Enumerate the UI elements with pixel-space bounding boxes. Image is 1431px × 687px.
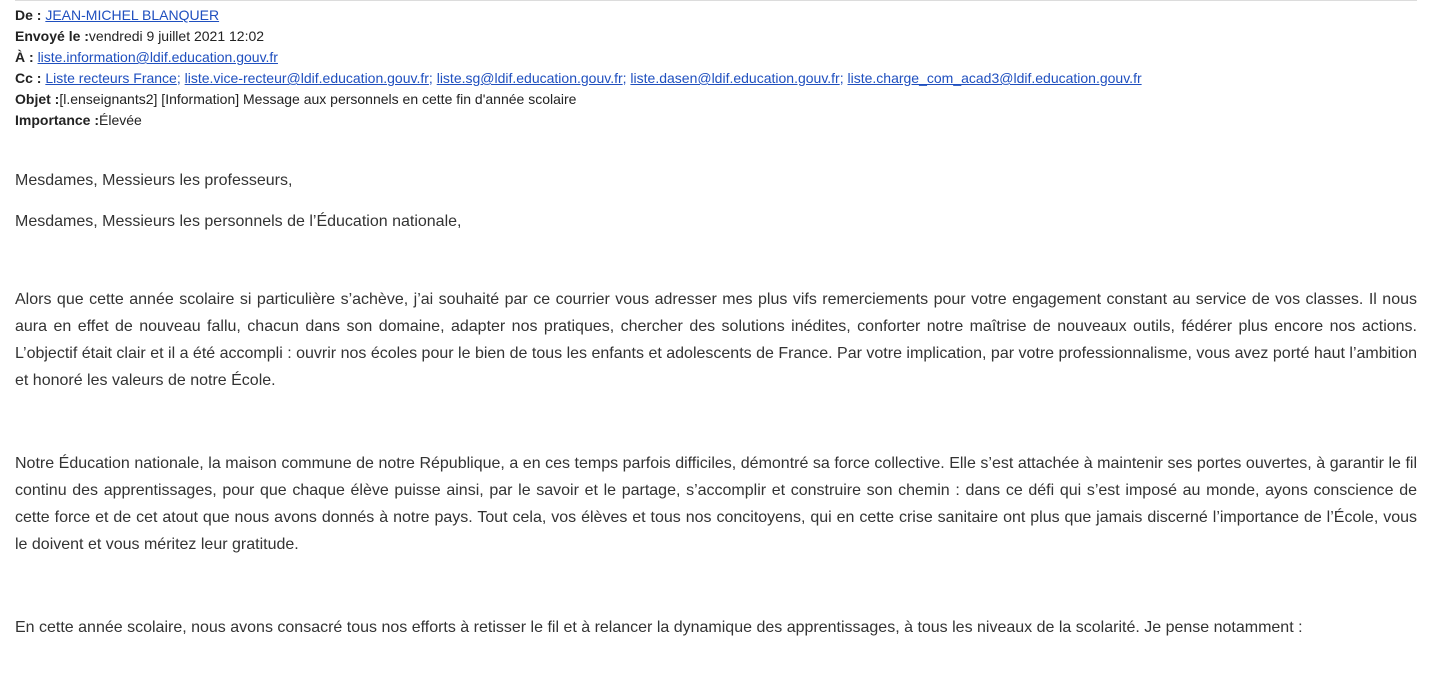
cc-row xyxy=(15,68,1417,89)
cc-recipient-link[interactable]: liste.sg@ldif.education.gouv.fr xyxy=(436,70,623,86)
from-row xyxy=(15,5,1417,26)
body-paragraph: En cette année scolaire, nous avons consacré tous nos efforts à retisser le fil et à relancer la dynamique des apprentissages, à tous les niveaux de la scolarité. Je pense notamment : xyxy=(15,619,1303,636)
sent-row xyxy=(15,26,1417,47)
cc-recipient-link[interactable]: liste.dasen@ldif.education.gouv.fr xyxy=(630,70,840,86)
body-paragraph: Notre Éducation nationale, la maison commune de notre République, a en ces temps parfois difficiles, démontré sa force collective. Elle s’est attachée à maintenir ses portes ouvertes, à garantir le fil continu des apprentissages, pour que chaque élève puisse ainsi, par le savoir et le partage, s’accomplir et construire son chemin : dans ce défi qui s’est imposé au monde, ayons conscience de cette force et de cet atout que nous avons donnés à notre pays. Tout cela, vos élèves et tous nos concitoyens, qui en cette crise sanitaire ont plus que jamais discerné l’importance de l’École, vous le doivent et vous méritez leur gratitude. xyxy=(15,455,1417,553)
cc-label: Cc : xyxy=(15,70,46,86)
cc-recipient-link[interactable]: liste.charge_com_acad3@ldif.education.gouv.fr xyxy=(847,70,1142,86)
body-paragraph: Alors que cette année scolaire si particulière s’achève, j’ai souhaité par ce courrier vous adresser mes plus vifs remerciements pour votre engagement constant au service de vos classes. Il nous aura en effet de nouveau fallu, chacun dans son domaine, adapter nos pratiques, chercher des solutions inédites, conforter notre maîtrise de nouveaux outils, fédérer plus encore nos actions. L’objectif était clair et il a été accompli : ouvrir nos écoles pour le bien de tous les enfants et adolescents de France. Par votre implication, par votre professionnalisme, vous avez porté haut l’ambition et honoré les valeurs de notre École. xyxy=(15,291,1417,389)
email-view xyxy=(15,0,1417,641)
header-divider xyxy=(15,0,1417,1)
cc-separator: ; xyxy=(839,70,848,86)
importance-label: Importance : xyxy=(15,112,100,128)
subject-label: Objet : xyxy=(15,91,60,107)
cc-separator: ; xyxy=(176,70,185,86)
from-label: De : xyxy=(15,7,46,23)
greeting-staff: Mesdames, Messieurs les personnels de l’Éducation nationale, xyxy=(15,213,462,230)
cc-recipient-link[interactable]: liste.vice-recteur@ldif.education.gouv.fr xyxy=(184,70,429,86)
subject-text: [l.enseignants2] [Information] Message aux personnels en cette fin d'année scolaire xyxy=(59,91,577,107)
cc-recipient-link[interactable]: Liste recteurs France xyxy=(45,70,177,86)
to-label: À : xyxy=(15,49,38,65)
sent-date: vendredi 9 juillet 2021 12:02 xyxy=(88,28,265,44)
cc-separator: ; xyxy=(622,70,631,86)
importance-row xyxy=(15,110,1417,131)
cc-separator: ; xyxy=(428,70,437,86)
sent-label: Envoyé le : xyxy=(15,28,89,44)
to-row xyxy=(15,47,1417,68)
subject-row xyxy=(15,89,1417,110)
importance-value: Élevée xyxy=(99,112,142,128)
email-header xyxy=(15,5,1417,131)
from-sender-link[interactable]: JEAN-MICHEL BLANQUER xyxy=(45,7,220,23)
email-body xyxy=(15,171,1417,641)
to-recipient-link[interactable]: liste.information@ldif.education.gouv.fr xyxy=(37,49,278,65)
greeting-professors: Mesdames, Messieurs les professeurs, xyxy=(15,172,293,189)
